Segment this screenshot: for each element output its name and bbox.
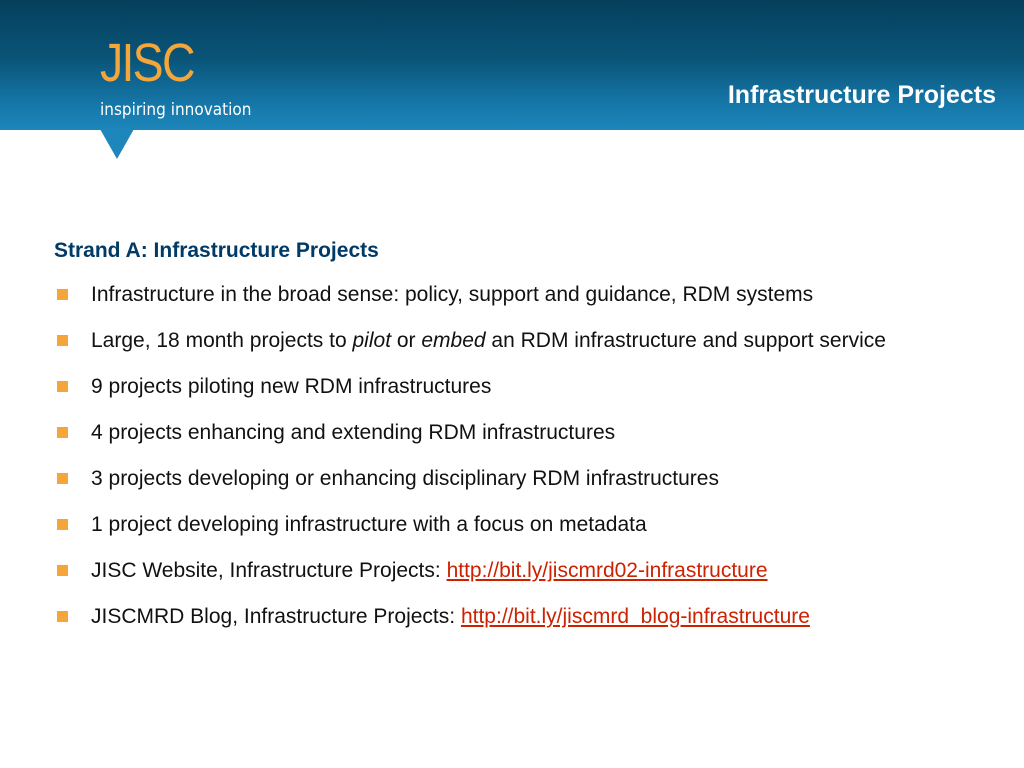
bullet-emphasis: pilot	[352, 329, 392, 353]
section-heading: Strand A: Infrastructure Projects	[54, 239, 379, 262]
bullet-text: Infrastructure in the broad sense: policy, support and guidance, RDM systems	[91, 283, 814, 307]
jisc-logo: JISC	[100, 33, 194, 93]
bullet-text: 4 projects enhancing and extending RDM infrastructures	[91, 421, 616, 445]
bullet-text: 1 project developing infrastructure with a focus on metadata	[91, 513, 647, 537]
bullet-text: JISC Website, Infrastructure Projects:	[91, 559, 447, 583]
list-item	[54, 371, 984, 402]
jisc-website-link[interactable]: http://bit.ly/jiscmrd02-infrastructure	[446, 559, 768, 583]
list-item	[54, 325, 984, 356]
bullet-square-icon	[57, 473, 68, 484]
bullet-square-icon	[57, 289, 68, 300]
bullet-emphasis: embed	[421, 329, 486, 353]
header-pointer-shape	[100, 129, 134, 159]
logo-tagline: inspiring innovation	[100, 100, 252, 120]
list-item	[54, 509, 984, 540]
slide-title: Infrastructure Projects	[727, 81, 996, 109]
list-item	[54, 417, 984, 448]
bullet-text: or	[391, 329, 422, 353]
bullet-square-icon	[57, 519, 68, 530]
bullet-text: Large, 18 month projects to	[91, 329, 353, 353]
bullet-square-icon	[57, 565, 68, 576]
bullet-square-icon	[57, 427, 68, 438]
bullet-square-icon	[57, 335, 68, 346]
jiscmrd-blog-link[interactable]: http://bit.ly/jiscmrd_blog-infrastructure	[460, 605, 810, 629]
list-item	[54, 279, 984, 310]
bullet-text: JISCMRD Blog, Infrastructure Projects:	[91, 605, 461, 629]
bullet-list	[54, 279, 984, 632]
bullet-square-icon	[57, 381, 68, 392]
bullet-square-icon	[57, 611, 68, 622]
list-item	[54, 463, 984, 494]
slide-content	[54, 238, 984, 647]
bullet-text: an RDM infrastructure and support service	[485, 329, 886, 353]
list-item	[54, 601, 984, 632]
bullet-text: 3 projects developing or enhancing disciplinary RDM infrastructures	[91, 467, 719, 491]
bullet-text: 9 projects piloting new RDM infrastructures	[91, 375, 492, 399]
list-item	[54, 555, 984, 586]
